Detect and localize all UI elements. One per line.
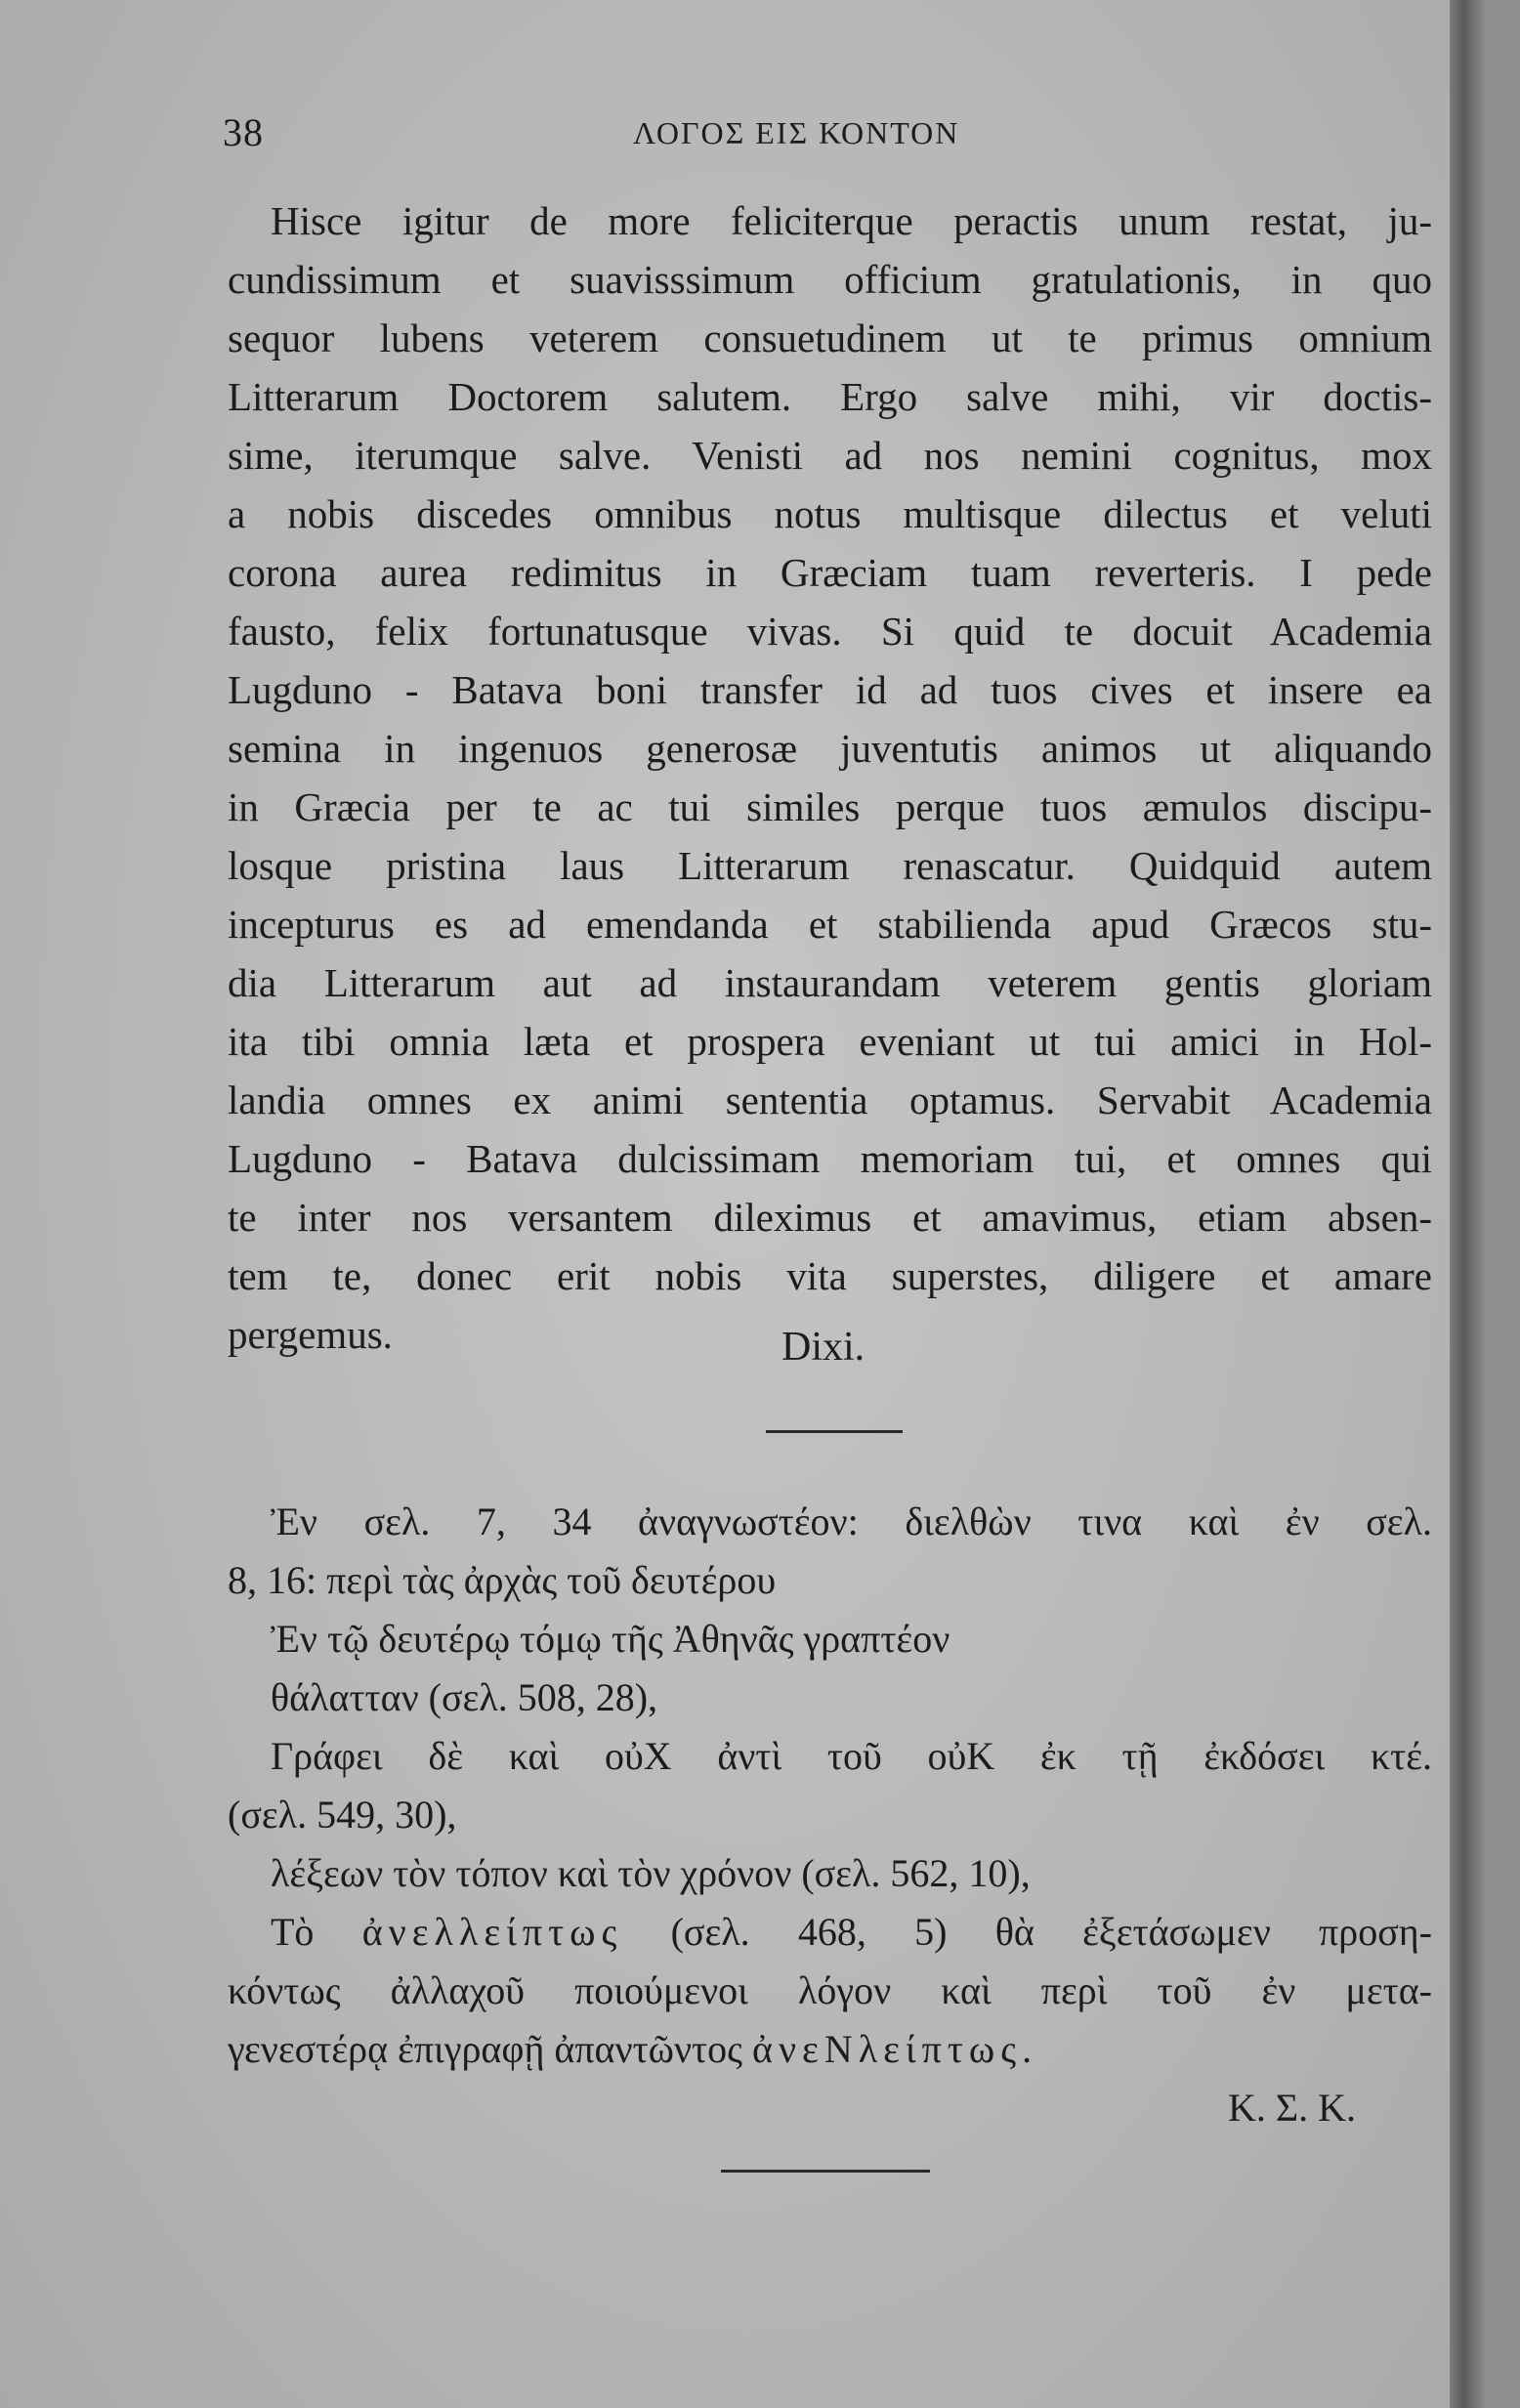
editorial-notes: [228, 1493, 1432, 2137]
note-text: (σελ. 468, 5) θὰ ἐξετάσωμεν προση-: [622, 1910, 1432, 1954]
running-title: ΛΟΓΟΣ ΕΙΣ ΚΟΝΤΟΝ: [633, 115, 960, 150]
text-line: cundissimum et suavisssimum officium gratulationis, in quo: [228, 257, 1432, 302]
text-line: dia Litterarum aut ad instaurandam veterem gentis gloriam: [228, 960, 1432, 1005]
signature: Κ. Σ. Κ.: [1227, 2086, 1356, 2130]
text-line: semina in ingenuos generosæ juventutis animos ut aliquando: [228, 726, 1432, 771]
note-text: γενεστέρᾳ ἐπιγραφῇ ἀπαντῶντος: [228, 2027, 752, 2071]
text-line: ita tibi omnia læta et prospera eveniant ut tui amici in Hol-: [228, 1019, 1432, 1064]
note-text: .: [1022, 2027, 1033, 2071]
page-edge-shadow: [1450, 0, 1485, 2408]
text-line: Hisce igitur de more feliciterque peractis unum restat, ju-: [271, 198, 1432, 243]
text-line: fausto, felix fortunatusque vivas. Si quid te docuit Academia: [228, 609, 1432, 654]
separator-rule: [766, 1430, 903, 1433]
text-line: a nobis discedes omnibus notus multisque dilectus et veluti: [228, 491, 1432, 536]
note-line: λέξεων τὸν τόπον καὶ τὸν χρόνον (σελ. 562, 10),: [271, 1851, 1031, 1895]
sign-off: Dixi.: [781, 1325, 866, 1370]
spaced-word: ἀνεΝλείπτως: [751, 2027, 1023, 2071]
note-line: Γράφει δὲ καὶ οὐΧ ἀντὶ τοῦ οὐΚ ἐκ τῇ ἐκδόσει κτέ.: [271, 1734, 1432, 1778]
end-rule: [721, 2170, 930, 2173]
text-line: tem te, donec erit nobis vita superstes, diligere et amare: [228, 1253, 1432, 1298]
text-line: sequor lubens veterem consuetudinem ut te primus omnium: [228, 316, 1432, 360]
text-line: sime, iterumque salve. Venisti ad nos nemini cognitus, mox: [228, 433, 1432, 478]
page-header: [223, 109, 1434, 168]
text-line: landia omnes ex animi sententia optamus. Servabit Academia: [228, 1077, 1432, 1122]
text-line: losque pristina laus Litterarum renascatur. Quidquid autem: [228, 843, 1432, 888]
text-line: in Græcia per te ac tui similes perque tuos æmulos discipu-: [228, 784, 1432, 829]
note-text: Τὸ: [271, 1910, 362, 1954]
page-number: 38: [223, 110, 264, 154]
note-line: Ἐν σελ. 7, 34 ἀναγνωστέον: διελθὼν τινα καὶ ἐν σελ.: [271, 1500, 1432, 1543]
note-line: 8, 16: περὶ τὰς ἀρχὰς τοῦ δευτέρου: [228, 1558, 777, 1602]
note-line: θάλατταν (σελ. 508, 28),: [271, 1675, 658, 1719]
text-line: incepturus es ad emendanda et stabilienda apud Græcos stu-: [228, 902, 1432, 947]
note-line: [228, 1903, 1432, 1962]
text-line: pergemus.: [228, 1312, 393, 1357]
oration-paragraph: [228, 191, 1432, 1364]
text-line: Lugduno - Batava dulcissimam memoriam tui, et omnes qui: [228, 1136, 1432, 1181]
note-line: [228, 2020, 1432, 2079]
note-line: κόντως ἀλλαχοῦ ποιούμενοι λόγον καὶ περὶ τοῦ ἐν μετα-: [228, 1968, 1432, 2012]
text-line: te inter nos versantem dileximus et amavimus, etiam absen-: [228, 1195, 1432, 1240]
spaced-word: ἀνελλείπτως: [361, 1910, 623, 1954]
note-line: Ἐν τῷ δευτέρῳ τόμῳ τῆς Ἀθηνᾶς γραπτέον: [271, 1617, 950, 1661]
note-line: (σελ. 549, 30),: [228, 1793, 457, 1837]
text-line: corona aurea redimitus in Græciam tuam reverteris. I pede: [228, 550, 1432, 595]
text-line: Lugduno - Batava boni transfer id ad tuos cives et insere ea: [228, 667, 1432, 712]
text-line: Litterarum Doctorem salutem. Ergo salve mihi, vir doctis-: [228, 374, 1432, 419]
